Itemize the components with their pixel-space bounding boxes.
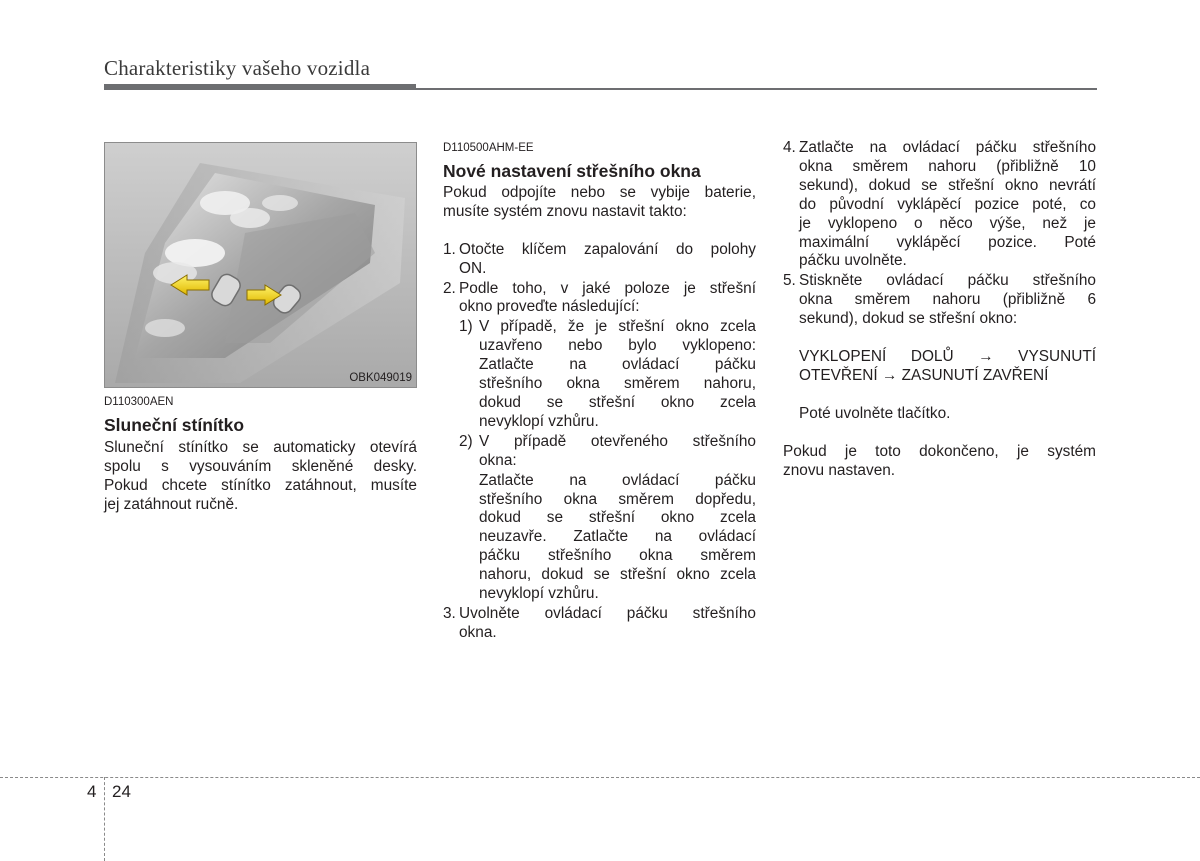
release-instruction: Poté uvolněte tlačítko.: [799, 404, 951, 422]
body-line: dokud se střešní okno zcela: [479, 393, 756, 411]
page-number: 24: [112, 782, 131, 801]
body-line: maximální vyklápěcí pozice. Poté: [799, 233, 1096, 251]
body-line: Zatlačte na ovládací páčku střešního: [799, 139, 1096, 156]
sequence-line: VYKLOPENÍ DOLŮ → VYSUNUTÍ: [799, 348, 1096, 366]
footer-rule: [0, 777, 1200, 778]
body-line: Zatlačte na ovládací páčku: [479, 471, 756, 489]
body-line: Pokud je toto dokončeno, je systém: [783, 442, 1096, 460]
body-line: Pokud chcete stínítko zatáhnout, musíte: [104, 476, 417, 494]
body-line: uzavřeno nebo bylo vyklopeno:: [479, 337, 756, 355]
body-line: do původní vyklápěcí pozice poté, co: [799, 195, 1096, 213]
body-line: nahoru, dokud se střešní okno zcela: [479, 566, 756, 584]
final-paragraph: [783, 443, 1096, 481]
body-line: okno proveďte následující:: [459, 298, 640, 316]
body-line: Zatlačte na ovládací páčku: [479, 356, 756, 374]
body-line: páčku uvolněte.: [799, 252, 907, 270]
body-line: okna směrem nahoru (přibližně 6: [799, 291, 1096, 309]
chapter-number: 4: [87, 782, 97, 801]
list-item-5: [783, 272, 1096, 423]
header-rule-thick: [104, 84, 416, 90]
body-line: okna směrem nahoru (přibližně 10: [799, 157, 1096, 175]
list-number: 3.: [443, 604, 456, 622]
sequence-block: [799, 348, 1096, 386]
section-heading-reset: Nové nastavení střešního okna: [443, 160, 701, 181]
sub-number: 2): [459, 432, 473, 450]
body-line: střešního okna směrem dopředu,: [479, 490, 756, 508]
sub-item-1: [443, 318, 756, 431]
body-line: Otočte klíčem zapalování do polohy: [459, 240, 756, 258]
left-column: [104, 393, 417, 515]
body-line: sekund), dokud se střešní okno nevrátí: [799, 176, 1096, 194]
body-line: V případě, že je střešní okno zcela: [479, 318, 756, 336]
sunroof-photo: [104, 142, 417, 388]
body-line: znovu nastaven.: [783, 461, 896, 479]
list-item-3: [443, 605, 756, 643]
body-line: okna:: [479, 451, 517, 469]
body-line: Pokud odpojíte nebo se vybije baterie,: [443, 183, 756, 201]
body-line: V případě otevřeného střešního: [479, 432, 756, 450]
sunshade-body: [104, 439, 417, 515]
body-line: spolu s vysouváním skleněné desky.: [104, 457, 417, 475]
body-line: sekund), dokud se střešní okno:: [799, 310, 1018, 328]
page-header-title: Charakteristiky vašeho vozidla: [104, 56, 371, 80]
list-item-1: [443, 241, 756, 279]
middle-column: [443, 139, 756, 643]
intro-paragraph: [443, 184, 756, 222]
body-line: Stiskněte ovládací páčku střešního: [799, 272, 1096, 290]
right-column: [783, 139, 1096, 481]
figure-code-label: OBK049019: [349, 372, 412, 384]
body-line: okna.: [459, 623, 497, 641]
list-number: 4.: [783, 139, 796, 156]
body-line: nevyklopí vzhůru.: [479, 585, 599, 603]
section-heading-sunshade: Sluneční stínítko: [104, 414, 245, 435]
sunroof-illustration: [105, 143, 417, 388]
section-code: D110300AEN: [104, 396, 174, 408]
body-line: Sluneční stínítko se automaticky otevírá: [104, 438, 417, 456]
list-number: 2.: [443, 279, 456, 297]
body-line: jej zatáhnout ručně.: [104, 495, 239, 513]
body-line: neuzavře. Zatlačte na ovládací: [479, 528, 756, 546]
body-line: ON.: [459, 259, 487, 277]
footer-divider: [104, 777, 105, 861]
list-number: 1.: [443, 240, 456, 258]
body-line: střešního okna směrem nahoru,: [479, 375, 756, 393]
section-code: D110500AHM-EE: [443, 142, 534, 154]
body-line: dokud se střešní okno zcela: [479, 509, 756, 527]
sub-number: 1): [459, 318, 473, 336]
body-line: nevyklopí vzhůru.: [479, 412, 599, 430]
body-line: je vyklopeno o něco výše, než je: [799, 214, 1096, 232]
list-item-4: [783, 139, 1096, 271]
sub-item-2: [443, 433, 756, 604]
header-rule-thin: [416, 88, 1097, 90]
body-line: páčku střešního okna směrem: [479, 547, 756, 565]
sequence-line: OTEVŘENÍ → ZASUNUTÍ ZAVŘENÍ: [799, 366, 1049, 384]
list-item-2: [443, 280, 756, 318]
list-number: 5.: [783, 272, 796, 290]
body-line: Podle toho, v jaké poloze je střešní: [459, 279, 756, 297]
body-line: musíte systém znovu nastavit takto:: [443, 202, 687, 220]
body-line: Uvolněte ovládací páčku střešního: [459, 604, 756, 622]
